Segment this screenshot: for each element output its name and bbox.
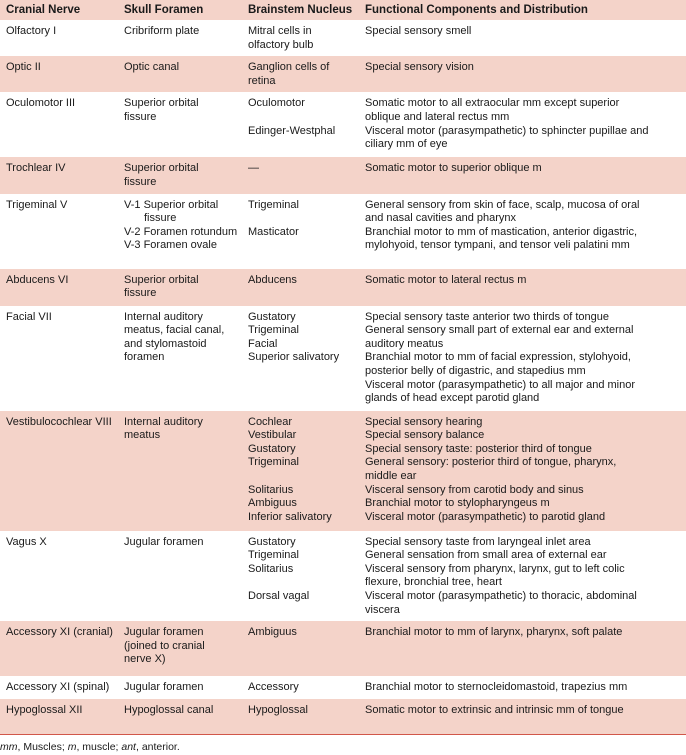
- cell-nerve: Olfactory I: [6, 25, 57, 37]
- cell-function: [365, 621, 686, 676]
- cell-function-line: Visceral sensory from carotid body and sinus: [365, 483, 584, 496]
- cell-nucleus-line: Ganglion cells of: [248, 61, 330, 74]
- cell-nucleus-line: Accessory: [248, 681, 299, 694]
- cell-foramen-line: (joined to cranial: [124, 639, 205, 652]
- cell-nucleus: [248, 676, 365, 699]
- cell-function-line: Branchial motor to sternocleidomastoid, trapezius mm: [365, 681, 628, 694]
- cell-function-line: General sensory small part of external ear and external: [365, 324, 634, 337]
- cell-function-line: Special sensory smell: [365, 25, 472, 37]
- cell-function-line: Special sensory hearing: [365, 415, 483, 428]
- footnote-part: , muscle;: [76, 741, 122, 754]
- header-cranial-nerve: Cranial Nerve: [6, 4, 81, 16]
- cell-function-line: Visceral motor (parasympathetic) to sphincter pupillae and: [365, 124, 649, 137]
- table-row: [0, 20, 686, 56]
- cell-foramen: [124, 157, 248, 193]
- cell-nucleus: [248, 621, 365, 676]
- cell-foramen: [124, 269, 248, 306]
- cell-foramen-line: Jugular foramen: [124, 626, 204, 639]
- cell-function-line: Special sensory taste from laryngeal inlet area: [365, 535, 591, 548]
- cell-nucleus-line: Hypoglossal: [248, 703, 308, 716]
- cell-nucleus-line: Trigeminal: [248, 456, 299, 469]
- cell-function-line: Somatic motor to lateral rectus m: [365, 273, 527, 286]
- cell-function-line: and nasal cavities and pharynx: [365, 212, 517, 225]
- cell-nerve: Hypoglossal XII: [0, 699, 124, 735]
- cell-nucleus: [248, 306, 365, 411]
- cell-function-line: Visceral motor (parasympathetic) to thoracic, abdominal: [365, 589, 637, 602]
- cell-nucleus-line: Masticator: [248, 225, 299, 238]
- cell-function-line: Branchial motor to mm of larynx, pharynx, soft palate: [365, 626, 623, 639]
- cell-nucleus-line: [248, 212, 365, 226]
- cell-nucleus-line: Trigeminal: [248, 549, 299, 562]
- cell-function-line: Somatic motor to superior oblique m: [365, 162, 542, 175]
- table-footnote: [0, 741, 686, 755]
- cell-foramen-line: Internal auditory: [124, 415, 203, 428]
- cell-foramen-line: meatus, facial canal,: [124, 324, 225, 337]
- cell-nerve: Vestibulocochlear VIII: [6, 415, 112, 428]
- cell-function: [365, 411, 686, 531]
- cell-function-line: General sensation from small area of external ear: [365, 549, 607, 562]
- cell-nucleus-line: retina: [248, 74, 276, 87]
- cell-function-line: ciliary mm of eye: [365, 138, 448, 151]
- cell-nucleus: [248, 20, 365, 56]
- cell-foramen-line: and stylomastoid: [124, 337, 207, 350]
- cell-nucleus-line: olfactory bulb: [248, 38, 314, 51]
- cell-foramen-line: nerve X): [124, 653, 166, 666]
- header-functional-components: Functional Components and Distribution: [365, 4, 588, 16]
- cell-function-line: Special sensory taste: posterior third of tongue: [365, 442, 592, 455]
- table-row: [0, 306, 686, 411]
- cell-foramen: [124, 92, 248, 157]
- cell-function: [365, 56, 686, 92]
- footnote-part: , Muscles;: [17, 741, 68, 754]
- cell-function: [365, 20, 686, 56]
- cell-foramen-line: Hypoglossal canal: [124, 703, 214, 716]
- table-row: [0, 676, 686, 699]
- header-skull-foramen: Skull Foramen: [124, 4, 204, 16]
- cell-nucleus-line: [248, 576, 365, 590]
- cell-foramen-line: fissure: [124, 175, 157, 188]
- table-row: [0, 621, 686, 676]
- table-row: [0, 194, 686, 269]
- cell-function-line: Special sensory balance: [365, 429, 485, 442]
- cell-nucleus-line: Solitarius: [248, 483, 294, 496]
- table-row: [0, 411, 686, 531]
- cell-foramen: [124, 411, 248, 531]
- cell-nucleus: [248, 699, 365, 735]
- cell-foramen-line: Internal auditory: [124, 310, 203, 323]
- cell-foramen-line: Superior orbital: [124, 273, 199, 286]
- cell-nucleus-line: Mitral cells in: [248, 25, 312, 37]
- table-row: [0, 269, 686, 306]
- cell-nucleus-line: Solitarius: [248, 562, 294, 575]
- cell-function-line: Branchial motor to mm of mastication, anterior digastric,: [365, 225, 638, 238]
- cell-foramen-line: fissure: [124, 110, 157, 123]
- cell-function-line: Special sensory vision: [365, 61, 474, 74]
- header-brainstem-nucleus: Brainstem Nucleus: [248, 4, 353, 16]
- cell-foramen-line: Jugular foramen: [124, 681, 204, 694]
- cell-function-line: Visceral sensory from pharynx, larynx, gut to left colic: [365, 562, 625, 575]
- cell-nucleus-line: Facial: [248, 337, 278, 350]
- cell-nucleus-line: Gustatory: [248, 442, 296, 455]
- cell-function-line: glands of head except parotid gland: [365, 392, 540, 405]
- cell-function-line: viscera: [365, 603, 400, 616]
- cell-nucleus-line: Inferior salivatory: [248, 510, 332, 523]
- cell-nucleus: [248, 411, 365, 531]
- cell-nucleus-line: Cochlear: [248, 415, 293, 428]
- cell-function: [365, 699, 686, 735]
- cell-nucleus-line: Edinger-Westphal: [248, 124, 336, 137]
- cell-function: [365, 92, 686, 157]
- cell-foramen: [124, 306, 248, 411]
- footnote-part: m: [67, 741, 77, 754]
- cell-foramen: [124, 20, 248, 56]
- table-row: [0, 699, 686, 735]
- cell-nucleus: [248, 92, 365, 157]
- cell-foramen-line: Cribriform plate: [124, 25, 200, 37]
- footnote-part: , anterior.: [135, 741, 180, 754]
- cell-function-line: flexure, bronchial tree, heart: [365, 576, 502, 589]
- cell-nucleus-line: Ambiguus: [248, 626, 297, 639]
- cell-nucleus: [248, 157, 365, 193]
- cell-foramen-line: V-3 Foramen ovale: [124, 239, 217, 252]
- cell-nucleus-line: [248, 111, 365, 125]
- cell-nucleus: [248, 56, 365, 92]
- cell-function-line: Visceral motor (parasympathetic) to all major and minor: [365, 378, 636, 391]
- table-row: [0, 157, 686, 193]
- cell-foramen-line: Superior orbital: [124, 162, 199, 175]
- cell-function-line: posterior belly of digastric, and stapedius mm: [365, 364, 586, 377]
- cell-foramen: [124, 621, 248, 676]
- cell-foramen-line: V-2 Foramen rotundum: [124, 225, 238, 238]
- table-row: [0, 531, 686, 622]
- table-row: [0, 92, 686, 157]
- cell-function-line: middle ear: [365, 469, 417, 482]
- cell-nucleus-line: Abducens: [248, 273, 297, 286]
- cell-function-line: Somatic motor to all extraocular mm except superior: [365, 97, 620, 110]
- cell-function-line: General sensory: posterior third of tongue, pharynx,: [365, 456, 617, 469]
- cell-nucleus-line: Oculomotor: [248, 97, 305, 110]
- cell-nucleus-line: Trigeminal: [248, 198, 299, 211]
- cell-foramen-line: meatus: [124, 429, 161, 442]
- cell-function-line: auditory meatus: [365, 337, 444, 350]
- cell-function: [365, 194, 686, 269]
- footnote-part: ant: [121, 741, 136, 754]
- cell-nucleus-line: Superior salivatory: [248, 351, 340, 364]
- table-body: [0, 20, 686, 735]
- cell-foramen-line: Superior orbital: [124, 97, 199, 110]
- cell-nucleus-line: [248, 470, 365, 484]
- cell-function: [365, 157, 686, 193]
- cell-foramen: [124, 194, 248, 269]
- cell-function-line: Visceral motor (parasympathetic) to parotid gland: [365, 510, 606, 523]
- cell-nerve: Trigeminal V: [6, 198, 68, 211]
- table-row: [0, 56, 686, 92]
- cell-nerve: Vagus X: [6, 535, 47, 548]
- cell-nerve: Accessory XI (spinal): [6, 681, 110, 694]
- cell-foramen-line: V-1 Superior orbital fissure: [124, 198, 219, 225]
- cell-nucleus: [248, 531, 365, 622]
- cell-nucleus-line: Trigeminal: [248, 324, 299, 337]
- cell-function-line: mylohyoid, tensor tympani, and tensor veli palatini mm: [365, 239, 630, 252]
- cell-nerve: Abducens VI: [6, 273, 69, 286]
- cell-nerve: Optic II: [6, 61, 41, 74]
- cell-foramen-line: Optic canal: [124, 61, 180, 74]
- cell-function: [365, 306, 686, 411]
- cell-nucleus: [248, 269, 365, 306]
- cell-function: [365, 676, 686, 699]
- cell-nerve: Trochlear IV: [6, 162, 66, 175]
- cell-foramen: [124, 531, 248, 622]
- cell-foramen: [124, 676, 248, 699]
- cell-function: [365, 531, 686, 622]
- cell-nerve: Oculomotor III: [6, 97, 76, 110]
- cell-nucleus-line: Dorsal vagal: [248, 589, 310, 602]
- cell-foramen-line: fissure: [124, 287, 157, 300]
- cell-function-line: Somatic motor to extrinsic and intrinsic mm of tongue: [365, 703, 624, 716]
- cell-nucleus-line: Vestibular: [248, 429, 297, 442]
- cell-foramen: [124, 56, 248, 92]
- cell-nucleus: [248, 194, 365, 269]
- cell-function-line: Branchial motor to stylopharyngeus m: [365, 497, 550, 510]
- cell-function-line: Special sensory taste anterior two thirds of tongue: [365, 310, 609, 323]
- cell-nerve: Facial VII: [6, 310, 52, 323]
- cell-nucleus-line: Ambiguus: [248, 497, 297, 510]
- cell-foramen-line: Jugular foramen: [124, 535, 204, 548]
- cell-function-line: Branchial motor to mm of facial expression, stylohyoid,: [365, 351, 631, 364]
- cell-nerve: Accessory XI (cranial): [6, 626, 113, 639]
- table-header-row: [0, 0, 686, 20]
- cell-nucleus-line: Gustatory: [248, 310, 296, 323]
- cell-foramen: [124, 699, 248, 735]
- cell-function-line: General sensory from skin of face, scalp, mucosa of oral: [365, 198, 640, 211]
- footnote-part: mm: [0, 741, 18, 754]
- cell-foramen-line: foramen: [124, 351, 165, 364]
- cell-function: [365, 269, 686, 306]
- cell-function-line: oblique and lateral rectus mm: [365, 110, 510, 123]
- cell-nucleus-line: —: [248, 162, 259, 175]
- cell-nucleus-line: Gustatory: [248, 535, 296, 548]
